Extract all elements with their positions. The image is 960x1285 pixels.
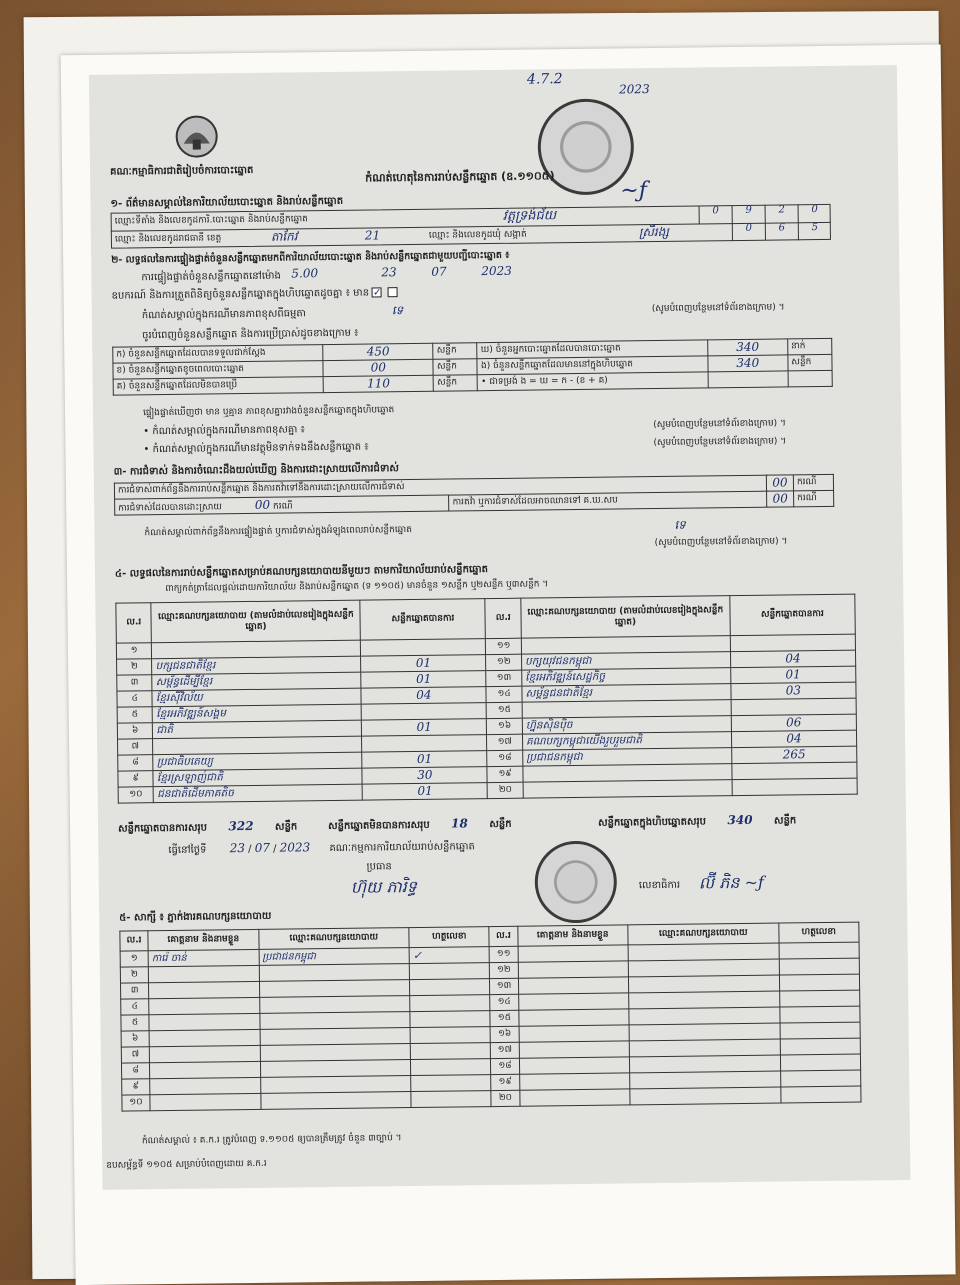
witness-name: [519, 1025, 630, 1042]
row-no: ៤: [121, 999, 149, 1015]
row-no: ៩: [122, 1079, 150, 1095]
party-name: ប្រជាជនកម្ពុជា: [523, 748, 732, 767]
count-year: 2023: [481, 263, 512, 279]
witness-table: [119, 922, 861, 1112]
party-votes: [732, 762, 857, 780]
party-votes: [361, 703, 486, 721]
row-no: ១៣: [486, 670, 522, 686]
chair-signature: ហ៊ុយ ភារិទ្ធ: [350, 876, 417, 897]
total-valid-line: [118, 818, 297, 835]
no-checkbox: [388, 287, 398, 297]
col-name: គោត្តនាម និងនាមខ្លួន: [517, 925, 628, 946]
commune-label: ឈ្មោះ និងលេខកូដឃុំ សង្កាត់: [428, 229, 527, 241]
witness-name: [148, 965, 259, 982]
section1-heading: ១- ព័ត៌មានសម្គាល់នៃការិយាល័យបោះឆ្នោត និងរាប់សន្លឹកឆ្នោត: [110, 195, 344, 210]
polling-name: វត្តទ្រង់ជ័យ: [502, 208, 557, 224]
row-no: ១៤: [486, 686, 522, 702]
party-votes: [362, 735, 487, 753]
witness-name: [149, 1045, 260, 1062]
row-no: ៣: [120, 983, 148, 999]
party-name: ប្រជាធិបតេយ្យ: [153, 752, 362, 771]
col-party: ឈ្មោះគណបក្សនយោបាយ: [628, 923, 779, 945]
count-left-label: ក) ចំនួនសន្លឹកឆ្នោតដែលបានទទួលជាក់ស្តែង: [113, 345, 323, 364]
section4-intro: ពាក្យកត់ត្រាដែលផ្តល់ដោយការិយាល័យ និងរាប់សន្លឹកឆ្នោត (ទ ១១០៥) មានចំនួន ១សន្លឹក ឬ២សន្លឹក ឬ៣សន្លឹក ។: [165, 579, 549, 595]
party-name: បក្សយុវជនកម្ពុជា: [521, 652, 730, 671]
witness-name: [518, 1009, 629, 1026]
party-votes: 01: [362, 719, 487, 737]
row-no: ១៩: [491, 1074, 519, 1090]
witness-name: [150, 1093, 261, 1110]
form-photocopy: [89, 65, 911, 1190]
col-no: ល.រ: [489, 926, 517, 946]
party-votes: [732, 778, 857, 796]
col-party: ឈ្មោះគណបក្សនយោបាយ (តាមលំដាប់លេខរៀងក្នុងសន្លឹកឆ្នោត): [151, 600, 360, 643]
witness-sign: [411, 1075, 492, 1092]
count-left-value: 110: [323, 375, 433, 392]
fill-more-note: (សូមបំពេញបន្ថែមនៅទំព័រខាងក្រោម) ។: [654, 536, 788, 549]
witness-party: [630, 1087, 781, 1105]
code1-digit: 2: [765, 204, 798, 222]
witness-party: [630, 1071, 781, 1089]
row-no: ៨: [118, 755, 154, 771]
party-votes: [361, 639, 486, 657]
section5-heading: ៥- សាក្សី ៖ ភ្នាក់ងារគណបក្សនយោបាយ: [119, 910, 272, 924]
witness-party: [629, 1055, 780, 1073]
section3-note: កំណត់សម្គាល់ពាក់ព័ន្ធនឹងការផ្ទៀងផ្ទាត់ ឬការជំទាស់ក្នុងអំឡុងពេលរាប់សន្លឹកឆ្នោត: [144, 525, 413, 539]
polling-code: [699, 204, 831, 224]
witness-sign: [780, 1038, 861, 1055]
witness-sign: [779, 990, 860, 1007]
row-no: ១៣: [490, 978, 518, 994]
party-name: [523, 780, 732, 799]
section2-line2: [112, 287, 402, 303]
chair-label: ប្រធាន: [366, 861, 392, 873]
party-name: ជនជាតិដើមភាគតិច: [154, 784, 363, 803]
witness-party: [629, 1023, 780, 1041]
total-box-line: [598, 812, 796, 829]
count-right-value: 340: [708, 355, 788, 372]
witness-sign: [410, 979, 491, 996]
witness-name: [519, 1057, 630, 1074]
province-label: ឈ្មោះ និងលេខកូដរាជធានី ខេត្ត: [114, 233, 222, 245]
witness-sign: [410, 995, 491, 1012]
count-right-label: • ជាទម្រង់ ង = ឃ = ក - (ខ + គ): [478, 372, 708, 391]
count-day: 23: [381, 265, 397, 280]
count-right-value: [708, 371, 788, 388]
witness-name: [150, 1077, 261, 1094]
fill-more-note: (សូមបំពេញបន្ថែមនៅទំព័រខាងក្រោម) ។: [651, 302, 785, 315]
witness-name: [519, 1041, 630, 1058]
witness-name: [519, 1089, 630, 1106]
witness-party: [259, 980, 410, 998]
witness-sign: [779, 974, 860, 991]
witness-sign: [779, 1006, 860, 1023]
row-no: ១៧: [487, 734, 523, 750]
polling-label: ឈ្មោះទីតាំង និងលេខកូដការិ.បោះឆ្នោត និងរាប់សន្លឹកឆ្នោត: [114, 214, 308, 227]
row-no: ៨: [121, 1063, 149, 1079]
count-month: 07: [431, 264, 447, 279]
count-left-unit: សន្លឹក: [433, 359, 477, 376]
row-no: ១: [116, 643, 152, 659]
party-votes: 30: [362, 767, 487, 785]
witness-sign: [411, 1091, 492, 1108]
row-no: ១៦: [491, 1026, 519, 1042]
witness-party: ប្រជាជនកម្ពុជា: [259, 948, 410, 966]
col-no: ល.រ: [120, 931, 148, 951]
party-name: ខ្មែរស្រឡាញ់ជាតិ: [153, 768, 362, 787]
row-no: ៦: [121, 1031, 149, 1047]
witness-sign: [780, 1054, 861, 1071]
yes-checkbox: [372, 287, 382, 297]
fill-more-note: (សូមបំពេញបន្ថែមនៅទំព័រខាងក្រោម) ។: [653, 436, 787, 449]
witness-name: [150, 1061, 261, 1078]
witness-name: [518, 961, 629, 978]
witness-party: [628, 975, 779, 993]
party-votes: 04: [731, 730, 856, 748]
party-name: ខ្មែរអភិវឌ្ឍន៍សង្គម: [153, 704, 362, 723]
section2-line2-text: ឧបករណ៍ និងការត្រួតពិនិត្យចំនួនសន្លឹកឆ្នោតក្នុងហិបឆ្នោតដូចគ្នា ៖ មាន: [111, 287, 370, 302]
witness-name: [149, 981, 260, 998]
secretary-signature: ល៊ី ភិន ~ƒ: [698, 872, 764, 893]
witness-name: [149, 1013, 260, 1030]
secretary-label: លេខាធិការ: [638, 879, 681, 892]
top-handwritten-code: 4.7.2: [526, 71, 563, 88]
col-sign: ហត្ថលេខា: [778, 922, 859, 943]
form-title: កំណត់ហេតុនៃការរាប់សន្លឹកឆ្នោត (ឧ.១១០៥): [365, 169, 555, 185]
row-no: ៥: [121, 1015, 149, 1031]
footnote: កំណត់សម្គាល់ ៖ គ.ក.រ ត្រូវបំពេញ ទ.១១០៥ ឲ្យបានត្រឹមត្រូវ ចំនួន ៣ច្បាប់ ។: [141, 1133, 402, 1147]
list-intro: ចូរបំពេញចំនួនសន្លឹកឆ្នោត និងការប្រើប្រាស់ដូចខាងក្រោម ៖: [142, 327, 359, 342]
bullet2: • កំណត់សម្គាល់ក្នុងករណីមានវត្ថុមិនទាក់ទងនឹងសន្លឹកឆ្នោត ៖: [143, 441, 369, 456]
check-line: ផ្ទៀងផ្ទាត់ឃើញថា មាន ឬគ្មាន ភាពខុសគ្នារវាងចំនួនសន្លឹកឆ្នោតក្នុងហិបឆ្នោត: [142, 405, 395, 419]
party-votes: 01: [362, 751, 487, 769]
party-votes-table: [115, 594, 857, 804]
total-valid-value: 322: [228, 818, 254, 834]
party-votes: [730, 634, 855, 652]
row-no: ១៨: [487, 750, 523, 766]
party-votes: 03: [731, 682, 856, 700]
row-no: ២០: [491, 1090, 519, 1106]
witness-sign: [780, 1070, 861, 1087]
col-party: ឈ្មោះគណបក្សនយោបាយ (តាមលំដាប់លេខរៀងក្នុងសន្លឹកឆ្នោត): [521, 596, 730, 639]
row-no: ៧: [121, 1047, 149, 1063]
section4-heading: ៤- លទ្ធផលនៃការរាប់សន្លឹកឆ្នោតសម្រាប់គណបក្សនយោបាយនីមួយៗ តាមការិយាល័យរាប់សន្លឹកឆ្នោត: [114, 564, 489, 580]
signature-top: ~ƒ: [620, 178, 648, 204]
commune-value: ស្រីរង្ស: [638, 224, 669, 240]
row-no: ៩: [118, 771, 154, 787]
row-no: ២: [120, 967, 148, 983]
code1-digit: 0: [699, 205, 732, 223]
count-left-label: គ) ចំនួនសន្លឹកឆ្នោតដែលមិនបានប្រើ: [113, 377, 323, 396]
witness-party: [260, 1028, 411, 1046]
witness-sign: [779, 958, 860, 975]
witness-party: [629, 1007, 780, 1025]
witness-party: [628, 943, 779, 961]
witness-party: [260, 1092, 411, 1110]
row-no: ១៥: [490, 1010, 518, 1026]
col-votes: សន្លឹកឆ្នោតបានការ: [360, 599, 486, 641]
org-name: គណៈកម្មាធិការជាតិរៀបចំការបោះឆ្នោត: [110, 164, 254, 178]
objection-table: [114, 474, 834, 516]
col-name: គោត្តនាម និងនាមខ្លួន: [148, 929, 259, 950]
total-invalid-label: សន្លឹកឆ្នោតមិនបានការសរុប: [328, 819, 430, 833]
row1-label: ការជំទាស់ពាក់ព័ន្ធនឹងការរាប់សន្លឹកឆ្នោត និងការតវ៉ាទៅនឹងការដោះស្រាយលើការជំទាស់: [114, 475, 766, 499]
witness-name: [149, 1029, 260, 1046]
date-year: 2023: [279, 840, 311, 855]
province-value: តាកែវ: [270, 229, 298, 244]
row2-label: [115, 495, 450, 515]
col-no: ល.រ: [116, 603, 152, 643]
party-name: ហ្វ៊ុនស៊ិនប៉ិច: [522, 716, 731, 735]
official-stamp-bottom: [534, 841, 617, 924]
date-month: 07: [254, 840, 271, 855]
commune-code: [732, 222, 831, 241]
row-no: ១៤: [490, 994, 518, 1010]
code1-digit: 0: [798, 204, 831, 222]
row-no: ៣: [117, 675, 153, 691]
row-no: ១២: [486, 654, 522, 670]
count-right-value: 340: [707, 339, 787, 356]
row-no: ១៧: [491, 1042, 519, 1058]
row2-unit: ករណី: [272, 501, 293, 512]
row-no: ១១: [490, 946, 518, 962]
party-votes: [731, 698, 856, 716]
bullet1: • កំណត់សម្គាល់ក្នុងករណីមានភាពខុសគ្នា ៖: [143, 424, 305, 438]
row-no: ២០: [488, 782, 524, 798]
row2-value: 00: [254, 497, 271, 513]
code2-digit: 6: [765, 222, 798, 240]
row-no: ១០: [118, 787, 154, 803]
party-votes: 04: [361, 687, 486, 705]
witness-party: [260, 1060, 411, 1078]
row-no: ១៦: [487, 718, 523, 734]
top-handwritten-year: 2023: [619, 82, 650, 97]
total-invalid-line: [328, 816, 512, 833]
date-day: 23: [229, 841, 246, 856]
party-votes: 04: [730, 650, 855, 668]
witness-party: [260, 1076, 411, 1094]
col-party: ឈ្មោះគណបក្សនយោបាយ: [258, 928, 409, 950]
row-no: ១៨: [491, 1058, 519, 1074]
row-no: ១២: [490, 962, 518, 978]
witness-sign: [410, 1011, 491, 1028]
witness-sign: ✓: [409, 947, 490, 964]
party-votes: 01: [362, 783, 487, 801]
count-left-value: 00: [323, 359, 433, 376]
document-page: [61, 45, 956, 1285]
count-time: 5.00: [291, 266, 319, 281]
party-name: គណបក្សកម្ពុជាយើងរួបរួមជាតិ: [522, 732, 731, 751]
section2-line1: ការផ្ទៀងផ្ទាត់ចំនួនសន្លឹកឆ្នោតនៅម៉ោង: [141, 270, 281, 284]
witness-sign: [410, 1027, 491, 1044]
row2-label-text: ការជំទាស់ដែលបានដោះស្រាយ: [118, 502, 223, 514]
count-right-unit: នាក់: [788, 338, 832, 355]
count-right-label: ង) ចំនួនសន្លឹកឆ្នោតដែលមាននៅក្នុងហិបឆ្នោត: [477, 356, 707, 375]
count-right-unit: សន្លឹក: [788, 354, 832, 371]
code1-digit: 9: [732, 205, 765, 223]
witness-sign: [411, 1059, 492, 1076]
total-box-value: 340: [727, 812, 753, 828]
witness-party: [260, 1044, 411, 1062]
row-no: ៤: [117, 691, 153, 707]
row-no: ១១: [486, 638, 522, 654]
count-left-unit: សន្លឹក: [433, 343, 477, 360]
row-no: ១៩: [487, 766, 523, 782]
row2-mid: ការតវ៉ា ឬការជំទាស់ដែលអាចឈានទៅ គ.ឃ.សប: [449, 491, 767, 511]
row-no: ៧: [118, 739, 154, 755]
witness-name: [149, 997, 260, 1014]
witness-party: [259, 1012, 410, 1030]
party-votes: 265: [731, 746, 856, 764]
party-name: ជាតិ: [153, 720, 362, 739]
section3-note-value: ទេ: [674, 517, 686, 532]
paper-stack: [24, 11, 948, 1279]
code2-digit: 5: [798, 222, 831, 240]
total-invalid-value: 18: [451, 816, 468, 831]
witness-party: [628, 959, 779, 977]
count-left-label: ខ) ចំនួនសន្លឹកឆ្នោតខូចពេលបោះឆ្នោត: [113, 361, 323, 380]
witness-sign: [780, 1086, 861, 1103]
row-no: ២: [117, 659, 153, 675]
nec-emblem-icon: [173, 113, 220, 160]
row-no: ៥: [117, 707, 153, 723]
form-note: ឧបសម្ព័ន្ធទី ១១០៥ សម្រាប់បំពេញដោយ គ.ក.រ: [106, 1158, 267, 1171]
province-code: 21: [364, 228, 381, 243]
row2-unit2: ករណី: [794, 490, 834, 506]
col-no: ល.រ: [485, 598, 521, 638]
unit-label: សន្លឹក: [489, 818, 512, 831]
unit-label: សន្លឹក: [274, 821, 298, 833]
section2-heading: ២- លទ្ធផលនៃការផ្ទៀងផ្ទាត់ចំនួនសន្លឹកឆ្នោតមកពីការិយាល័យបោះឆ្នោត និងរាប់សន្លឹកឆ្នោតជាមួយបញ្ជីបោះឆ្នោត ៖: [111, 249, 510, 266]
committee-label: គណៈកម្មការការិយាល័យរាប់សន្លឹកឆ្នោត: [329, 841, 475, 855]
count-right-unit: [788, 370, 832, 387]
witness-party: [629, 991, 780, 1009]
party-name: ខ្មែរស៊ីវិល័យ: [152, 688, 361, 707]
date-label: ធ្វើនៅថ្ងៃទី: [168, 844, 207, 857]
row-no: ១: [120, 951, 148, 967]
party-name: សម្ព័ន្ធជនជាតិខ្មែរ: [522, 684, 731, 703]
witness-party: [259, 964, 410, 982]
fill-more-note: (សូមបំពេញបន្ថែមនៅទំព័រខាងក្រោម) ។: [653, 418, 787, 431]
witness-sign: [409, 963, 490, 980]
row1-value: 00: [766, 475, 793, 491]
count-left-unit: សន្លឹក: [434, 375, 478, 392]
witness-name: [518, 993, 629, 1010]
date-line: ធ្វើនៅថ្ងៃទី 23 / 07 / 2023 គណៈកម្មការការិយាល័យរាប់សន្លឹកឆ្នោត: [168, 840, 475, 857]
section3-heading: ៣- ការជំទាស់ និងការចំណេះដឹងយល់ឃើញ និងការដោះស្រាយលើការជំទាស់: [113, 463, 399, 478]
row-no: ១៥: [487, 702, 523, 718]
witness-name: [518, 977, 629, 994]
row2-value2: 00: [767, 491, 794, 507]
party-name: បក្សជនជាតិខ្មែរ: [152, 656, 361, 675]
party-votes: 06: [731, 714, 856, 732]
total-box-label: សន្លឹកឆ្នោតក្នុងហិបឆ្នោតសរុប: [598, 816, 707, 829]
party-votes: 01: [361, 671, 486, 689]
row-no: ៦: [117, 723, 153, 739]
unit-label: សន្លឹក: [773, 815, 797, 827]
total-valid-label: សន្លឹកឆ្នោតបានការសរុប: [118, 822, 208, 835]
col-votes: សន្លឹកឆ្នោតបានការ: [730, 594, 856, 636]
witness-name: [519, 1073, 630, 1090]
complaint-value: ទេ: [391, 303, 404, 318]
party-votes: 01: [730, 666, 855, 684]
party-name: ខ្មែរអភិវឌ្ឍន៍សេដ្ឋកិច្ច: [522, 668, 731, 687]
witness-party: [629, 1039, 780, 1057]
witness-sign: [410, 1043, 491, 1060]
ballot-count-table: [112, 338, 833, 396]
party-votes: 01: [361, 655, 486, 673]
witness-name: ការ៉េ ចាន់: [148, 949, 259, 966]
witness-party: [259, 996, 410, 1014]
count-right-label: ឃ) ចំនួនអ្នកបោះឆ្នោតដែលបានបោះឆ្នោត: [477, 340, 707, 359]
col-sign: ហត្ថលេខា: [409, 927, 490, 948]
code2-digit: 0: [732, 223, 765, 241]
witness-sign: [780, 1022, 861, 1039]
count-left-value: 450: [323, 343, 433, 360]
complaint-label: កំណត់សម្គាល់ក្នុងករណីមានភាពខុសពីធម្មតា: [141, 308, 306, 322]
witness-sign: [779, 942, 860, 959]
row1-unit: ករណី: [793, 474, 833, 490]
witness-name: [518, 945, 629, 962]
party-name: សម្ព័ន្ធដើម្បីខ្មែរ: [152, 672, 361, 691]
row-no: ១០: [122, 1095, 150, 1111]
